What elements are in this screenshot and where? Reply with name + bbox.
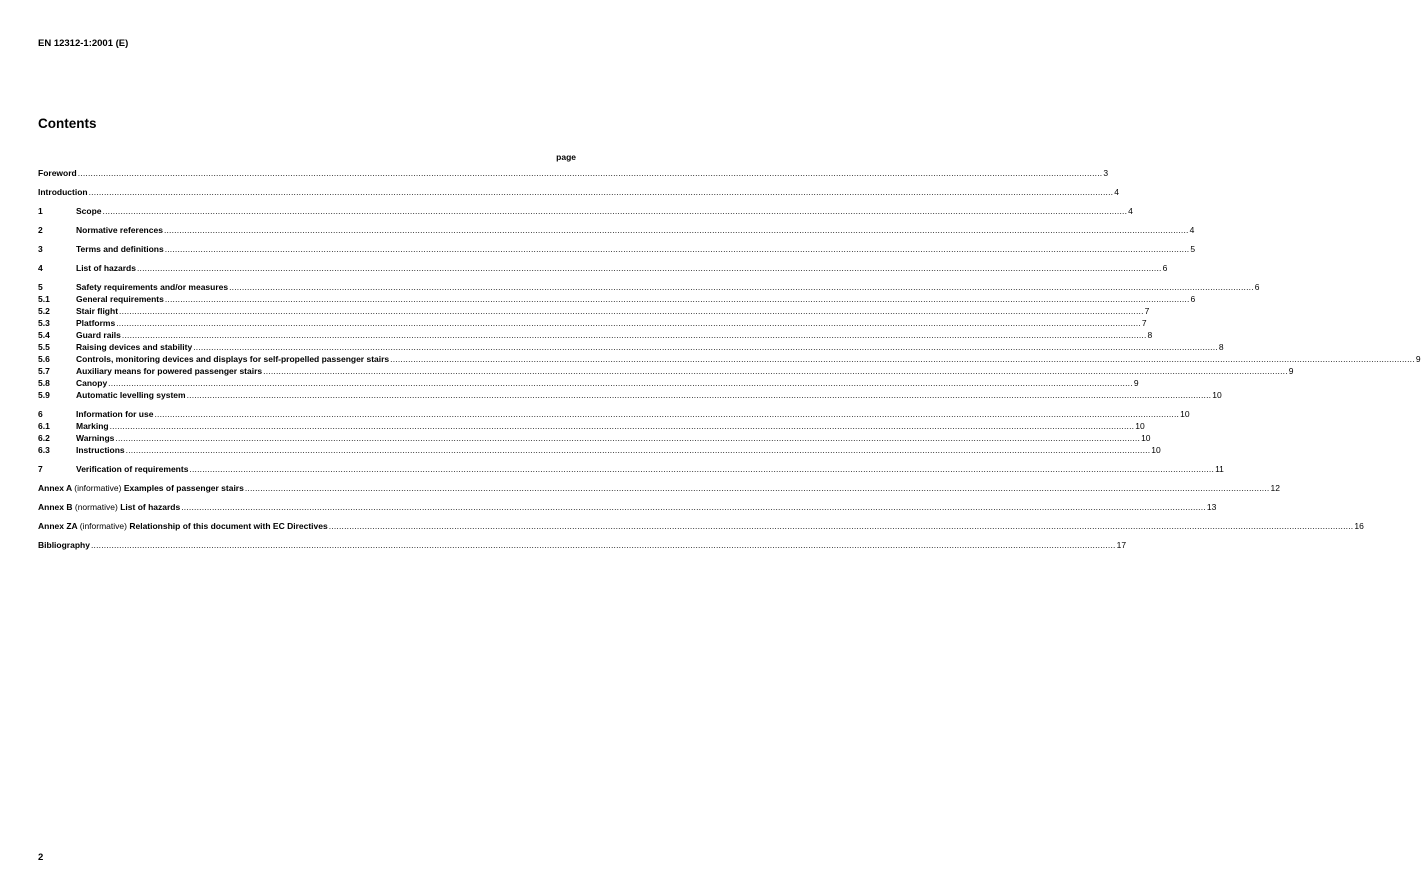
toc-entry-number: 7 (38, 464, 43, 474)
toc-entry[interactable] (38, 225, 1195, 236)
toc-entry-title: Stair flight (76, 306, 119, 316)
toc-entry[interactable] (38, 330, 1153, 341)
annex-kind: (informative) (74, 483, 122, 493)
toc-entry-page: 9 (1288, 366, 1294, 376)
toc-entry-title: Normative references (76, 225, 163, 235)
toc-entry-page: 16 (1354, 521, 1364, 531)
toc-entry-title: Warnings (76, 433, 115, 443)
toc-entry-page: 7 (1141, 318, 1147, 328)
dot-leader: ................................................................................................................................................................................................................................................................................................................................................................................................................ (88, 187, 1114, 197)
dot-leader: ................................................................................................................................................................................................................................................................................................................................................................................................................ (121, 330, 1147, 340)
toc-entry-number: 5.6 (38, 354, 50, 364)
toc-entry-number: 6.1 (38, 421, 50, 431)
toc-entry-number: 5.5 (38, 342, 50, 352)
toc-entry[interactable] (38, 421, 1145, 432)
toc-entry-title: Bibliography (38, 540, 90, 550)
dot-leader: ................................................................................................................................................................................................................................................................................................................................................................................................................ (154, 409, 1180, 419)
toc-entry[interactable] (38, 378, 1139, 389)
toc-entry-page: 4 (1114, 187, 1119, 197)
document-id-header: EN 12312-1:2001 (E) (38, 38, 129, 49)
toc-entry[interactable] (38, 433, 1151, 444)
dot-leader: ................................................................................................................................................................................................................................................................................................................................................................................................................ (186, 390, 1212, 400)
toc-entry[interactable] (38, 366, 1294, 377)
toc-entry-number: 6.3 (38, 445, 50, 455)
toc-entry[interactable] (38, 521, 1364, 532)
toc-entry-title: Safety requirements and/or measures (76, 282, 229, 292)
toc-entry-title: Foreword (38, 168, 77, 178)
dot-leader: ................................................................................................................................................................................................................................................................................................................................................................................................................ (181, 502, 1206, 512)
dot-leader: ................................................................................................................................................................................................................................................................................................................................................................................................................ (193, 342, 1218, 352)
toc-entry[interactable] (38, 282, 1260, 293)
toc-entry-title: List of hazards (76, 263, 136, 273)
toc-entry[interactable] (38, 206, 1133, 217)
toc-entry-page: 10 (1212, 390, 1222, 400)
toc-entry-number: 5.8 (38, 378, 50, 388)
toc-entry[interactable] (38, 502, 1217, 513)
toc-entry-page: 4 (1189, 225, 1195, 235)
toc-entry[interactable] (38, 409, 1190, 420)
toc-entry[interactable] (38, 445, 1161, 456)
dot-leader: ................................................................................................................................................................................................................................................................................................................................................................................................................ (77, 168, 1103, 178)
toc-entry-title: Controls, monitoring devices and displays for self-propelled passenger stairs (76, 354, 390, 364)
toc-entry-page: 7 (1144, 306, 1150, 316)
toc-entry[interactable] (38, 294, 1196, 305)
annex-title: Relationship of this document with EC Directives (129, 521, 328, 531)
toc-entry[interactable] (38, 263, 1168, 274)
dot-leader: ................................................................................................................................................................................................................................................................................................................................................................................................................ (125, 445, 1151, 455)
toc-entry-page: 4 (1128, 206, 1133, 216)
toc-entry-title: Scope (76, 206, 102, 216)
toc-entry-page: 3 (1103, 168, 1109, 178)
toc-entry-title (38, 521, 328, 532)
toc-entry-title: Canopy (76, 378, 108, 388)
annex-kind: (informative) (79, 521, 127, 531)
toc-entry-page: 10 (1151, 445, 1161, 455)
dot-leader: ................................................................................................................................................................................................................................................................................................................................................................................................................ (328, 521, 1354, 531)
toc-entry-page: 9 (1415, 354, 1421, 364)
dot-leader: ................................................................................................................................................................................................................................................................................................................................................................................................................ (263, 366, 1288, 376)
toc-entry-number: 6.2 (38, 433, 50, 443)
dot-leader: ................................................................................................................................................................................................................................................................................................................................................................................................................ (116, 318, 1141, 328)
toc-entry[interactable] (38, 483, 1280, 494)
toc-entry-title (38, 483, 244, 494)
dot-leader: ................................................................................................................................................................................................................................................................................................................................................................................................................ (164, 294, 1190, 304)
toc-entry-title: Automatic levelling system (76, 390, 186, 400)
dot-leader: ................................................................................................................................................................................................................................................................................................................................................................................................................ (390, 354, 1415, 364)
toc-entry-number: 6 (38, 409, 43, 419)
toc-entry-page: 12 (1270, 483, 1280, 493)
toc-entry-page: 9 (1133, 378, 1139, 388)
dot-leader: ................................................................................................................................................................................................................................................................................................................................................................................................................ (189, 464, 1215, 474)
toc-entry-title: General requirements (76, 294, 164, 304)
toc-entry-title: Marking (76, 421, 109, 431)
toc-entry-number: 3 (38, 244, 43, 254)
annex-label: Annex B (38, 502, 73, 512)
toc-entry-title: Raising devices and stability (76, 342, 193, 352)
dot-leader: ................................................................................................................................................................................................................................................................................................................................................................................................................ (115, 433, 1141, 443)
dot-leader: ................................................................................................................................................................................................................................................................................................................................................................................................................ (164, 244, 1190, 254)
toc-entry-number: 5 (38, 282, 43, 292)
annex-title: Examples of passenger stairs (123, 483, 244, 493)
toc-entry[interactable] (38, 168, 1109, 179)
dot-leader: ................................................................................................................................................................................................................................................................................................................................................................................................................ (109, 421, 1135, 431)
toc-entry-page: 10 (1180, 409, 1190, 419)
toc-entry[interactable] (38, 187, 1119, 198)
toc-entry-page: 5 (1190, 244, 1196, 254)
dot-leader: ................................................................................................................................................................................................................................................................................................................................................................................................................ (108, 378, 1133, 388)
toc-entry-number: 4 (38, 263, 43, 273)
toc-entry-page: 6 (1162, 263, 1168, 273)
toc-entry[interactable] (38, 540, 1127, 551)
toc-entry-title: Introduction (38, 187, 88, 197)
toc-entry[interactable] (38, 318, 1147, 329)
toc-entry-title (38, 502, 180, 513)
toc-entry-page: 6 (1254, 282, 1260, 292)
toc-entry-title: Terms and definitions (76, 244, 164, 254)
toc-entry[interactable] (38, 306, 1150, 317)
toc-entry[interactable] (38, 390, 1222, 401)
toc-entry-number: 5.4 (38, 330, 50, 340)
annex-label: Annex ZA (38, 521, 78, 531)
toc-entry[interactable] (38, 354, 1421, 365)
toc-entry-page: 10 (1135, 421, 1145, 431)
page-column-label: page (556, 152, 576, 162)
toc-entry-page: 13 (1206, 502, 1217, 512)
toc-entry[interactable] (38, 464, 1224, 475)
page-number: 2 (38, 852, 44, 863)
contents-heading: Contents (38, 116, 97, 131)
annex-kind: (normative) (74, 502, 118, 512)
toc-entry-title: Verification of requirements (76, 464, 189, 474)
toc-entry-number: 5.7 (38, 366, 50, 376)
dot-leader: ................................................................................................................................................................................................................................................................................................................................................................................................................ (119, 306, 1144, 316)
toc-entry-number: 1 (38, 206, 43, 216)
toc-entry-page: 17 (1116, 540, 1127, 550)
dot-leader: ................................................................................................................................................................................................................................................................................................................................................................................................................ (136, 263, 1162, 273)
toc-entry-title: Auxiliary means for powered passenger stairs (76, 366, 263, 376)
toc-entry-number: 5.3 (38, 318, 50, 328)
annex-title: List of hazards (120, 502, 181, 512)
dot-leader: ................................................................................................................................................................................................................................................................................................................................................................................................................ (90, 540, 1116, 550)
dot-leader: ................................................................................................................................................................................................................................................................................................................................................................................................................ (229, 282, 1254, 292)
toc-entry-page: 8 (1218, 342, 1224, 352)
toc-entry-page: 10 (1141, 433, 1151, 443)
dot-leader: ................................................................................................................................................................................................................................................................................................................................................................................................................ (102, 206, 1128, 216)
toc-entry-number: 2 (38, 225, 43, 235)
toc-entry-number: 5.1 (38, 294, 50, 304)
toc-entry[interactable] (38, 342, 1224, 353)
annex-label: Annex A (38, 483, 72, 493)
toc-entry-title: Instructions (76, 445, 125, 455)
toc-entry-title: Guard rails (76, 330, 121, 340)
dot-leader: ................................................................................................................................................................................................................................................................................................................................................................................................................ (244, 483, 1270, 493)
toc-entry-title: Information for use (76, 409, 154, 419)
dot-leader: ................................................................................................................................................................................................................................................................................................................................................................................................................ (163, 225, 1189, 235)
toc-entry-page: 8 (1147, 330, 1153, 340)
toc-entry-number: 5.2 (38, 306, 50, 316)
toc-entry-page: 6 (1190, 294, 1196, 304)
toc-entry-number: 5.9 (38, 390, 50, 400)
toc-entry-page: 11 (1215, 464, 1224, 474)
toc-entry[interactable] (38, 244, 1196, 255)
toc-entry-title: Platforms (76, 318, 116, 328)
